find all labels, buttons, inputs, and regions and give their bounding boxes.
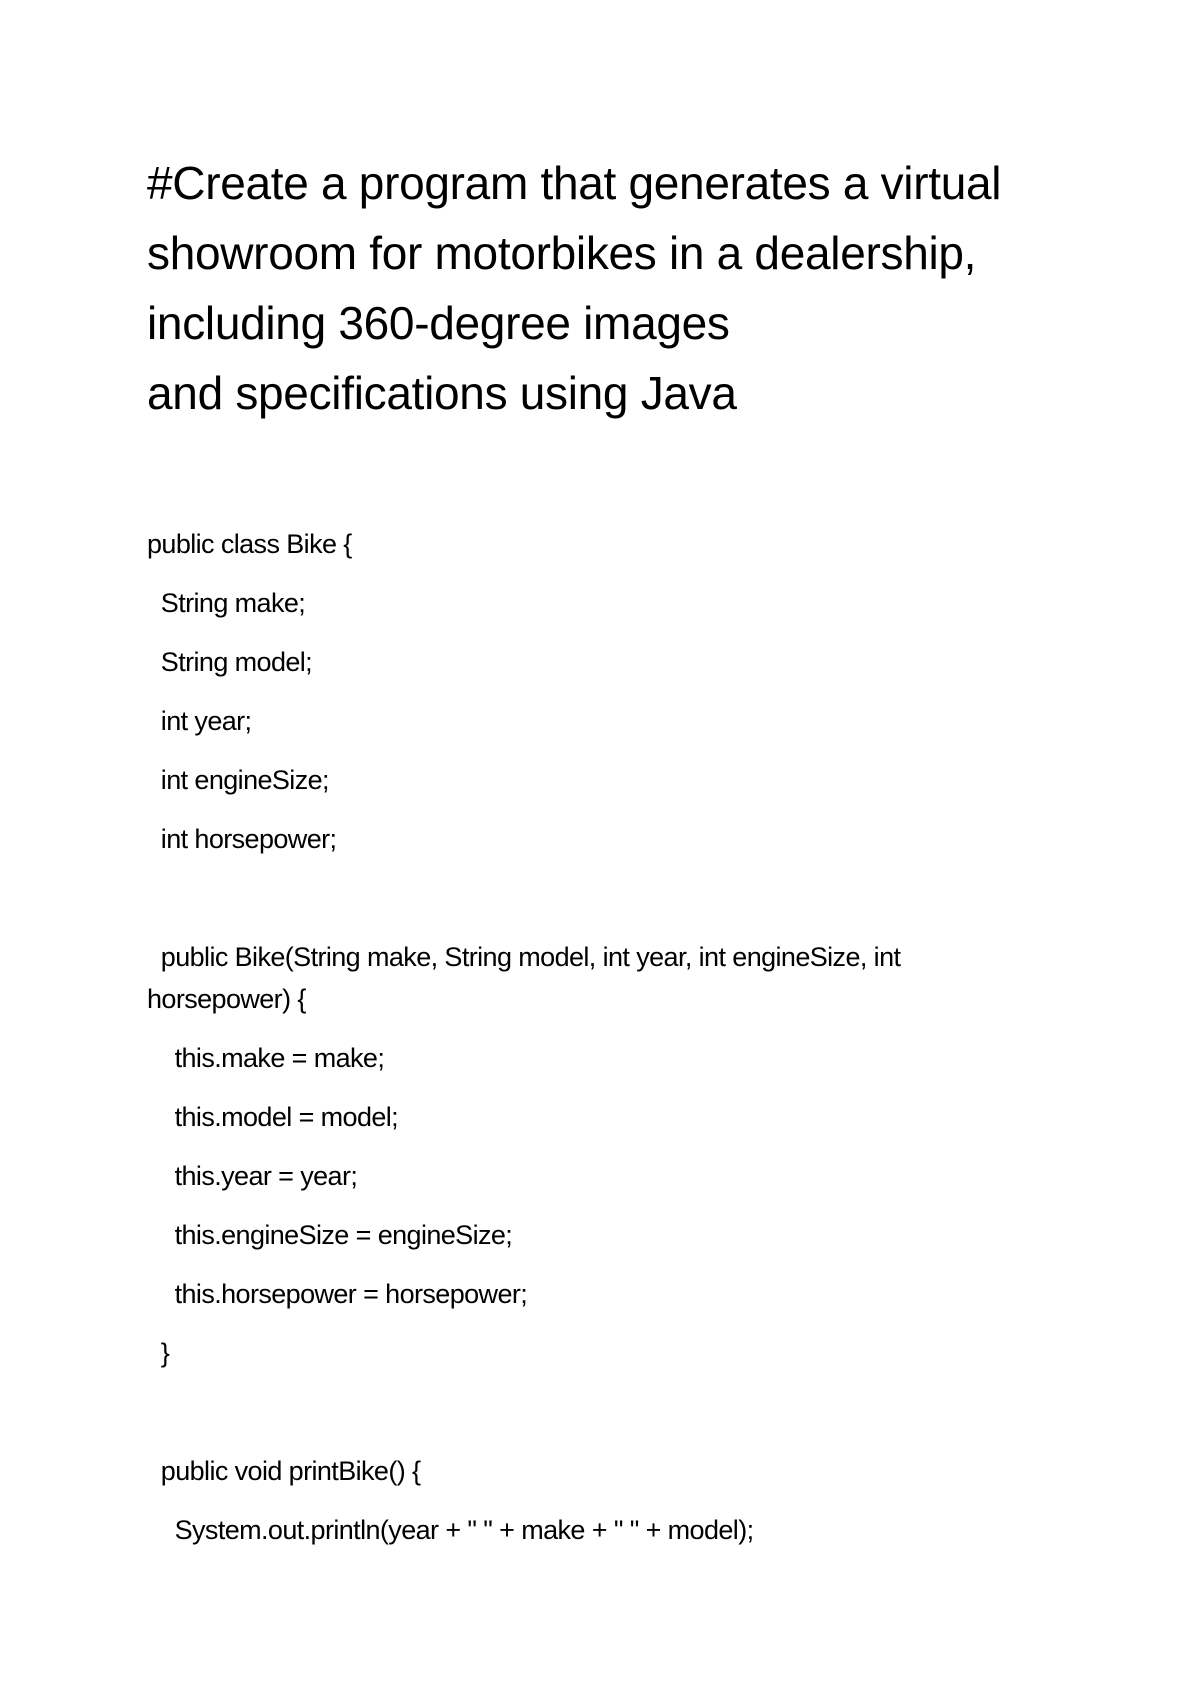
code-line: } <box>147 1338 170 1368</box>
code-line: String make; <box>147 588 306 618</box>
heading-line: showroom for motorbikes in a dealership, <box>147 227 977 279</box>
code-line: this.year = year; <box>147 1161 358 1191</box>
code-line: System.out.println(year + " " + make + " " + model); <box>147 1515 754 1545</box>
code-line: String model; <box>147 647 313 677</box>
heading-line: #Create a program that generates a virtual <box>147 157 1002 209</box>
code-line: public Bike(String make, String model, int year, int engineSize, int <box>147 942 901 972</box>
code-line: int engineSize; <box>147 765 329 795</box>
code-line: this.engineSize = engineSize; <box>147 1220 513 1250</box>
heading-line: including 360-degree images <box>147 297 730 349</box>
code-line: int horsepower; <box>147 824 337 854</box>
code-line: this.make = make; <box>147 1043 385 1073</box>
code-line: public void printBike() { <box>147 1456 421 1486</box>
heading-line: and specifications using Java <box>147 367 737 419</box>
document-heading <box>147 148 1147 428</box>
code-line: horsepower) { <box>147 984 306 1014</box>
code-line: public class Bike { <box>147 529 352 559</box>
code-line: this.horsepower = horsepower; <box>147 1279 528 1309</box>
code-line: this.model = model; <box>147 1102 399 1132</box>
code-line: int year; <box>147 706 252 736</box>
